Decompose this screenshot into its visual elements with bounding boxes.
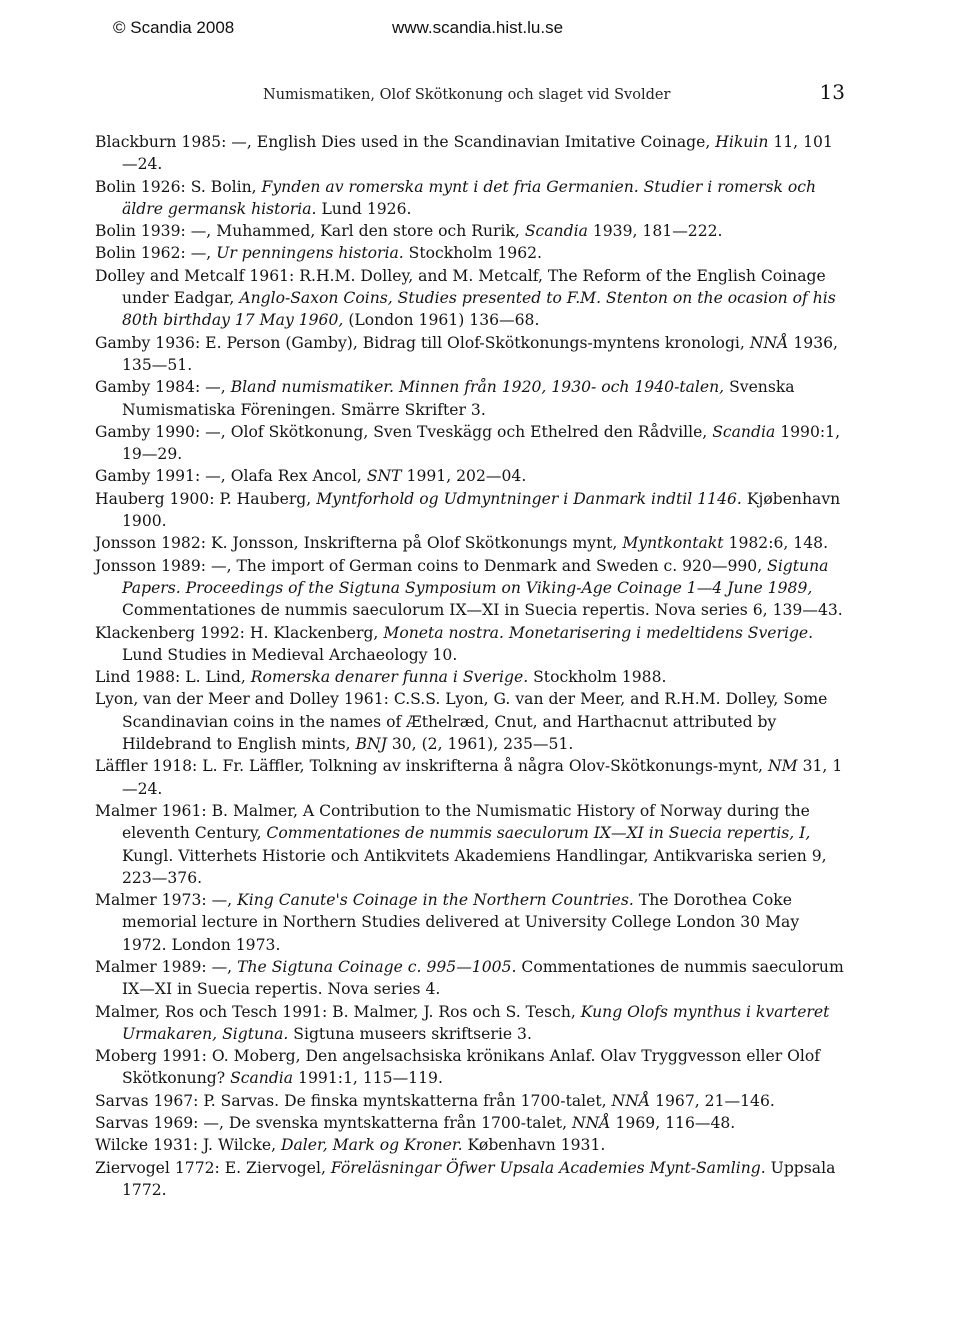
reference-text-segment: Läffler 1918: L. Fr. Läffler, Tolkning av inskrifterna å några Olov-Skötkonungs-mynt, — [95, 757, 768, 776]
reference-entry — [95, 376, 845, 421]
reference-italic-segment: Fynden av romerska mynt i det fria Germanien. Studier i romersk och äldre germansk historia. — [122, 177, 817, 218]
reference-entry — [95, 265, 845, 332]
reference-italic-segment: NNÅ — [611, 1091, 651, 1110]
reference-italic-segment: Myntkontakt — [622, 534, 724, 553]
reference-entry — [95, 800, 845, 889]
reference-entry — [95, 242, 845, 264]
reference-text-segment: 1991, 202—04. — [401, 467, 527, 486]
reference-text-segment: Malmer, Ros och Tesch 1991: B. Malmer, J. Ros och S. Tesch, — [95, 1002, 581, 1021]
reference-text-segment: 1982:6, 148. — [723, 534, 829, 553]
reference-entry — [95, 488, 845, 533]
reference-text-segment: Commentationes de nummis saeculorum IX—XI in Suecia repertis. Nova series 4. — [122, 957, 844, 999]
reference-text-segment: Lind 1988: L. Lind, — [95, 668, 251, 687]
reference-text-segment: Jonsson 1989: —, The import of German coins to Denmark and Sweden c. 920—990, — [95, 556, 768, 575]
reference-text-segment: 1967, 21—146. — [650, 1091, 775, 1110]
reference-italic-segment: The Sigtuna Coinage c. 995—1005. — [237, 957, 517, 976]
reference-text-segment: 1939, 181—222. — [587, 222, 723, 241]
reference-italic-segment: Daler, Mark og Kroner. — [281, 1136, 463, 1155]
reference-text-segment: Dolley and Metcalf 1961: R.H.M. Dolley, and M. Metcalf, The Reform of the English Coinage under Eadgar, — [95, 266, 826, 308]
reference-text-segment: 30, (2, 1961), 235—51. — [386, 735, 574, 754]
reference-text-segment: Lund Studies in Medieval Archaeology 10. — [122, 645, 458, 664]
reference-entry — [95, 220, 845, 242]
reference-entry — [95, 332, 845, 377]
reference-italic-segment: Moneta nostra. Monetarisering i medeltidens Sverige. — [383, 623, 814, 642]
reference-italic-segment: Föreläsningar Öfwer Upsala Academies Mynt-Samling. — [330, 1158, 766, 1177]
reference-text-segment: Gamby 1936: E. Person (Gamby), Bidrag till Olof-Skötkonungs-myntens kronologi, — [95, 333, 750, 352]
reference-italic-segment: Scandia — [712, 422, 776, 441]
reference-italic-segment: Scandia — [230, 1069, 294, 1088]
reference-text-segment: Blackburn 1985: —, English Dies used in the Scandinavian Imitative Coinage, — [95, 133, 716, 151]
reference-italic-segment: NNÅ — [749, 333, 789, 352]
page-number: 13 — [819, 80, 845, 104]
reference-text-segment: 1969, 116—48. — [610, 1114, 736, 1133]
reference-entry — [95, 555, 845, 622]
site-link[interactable]: www.scandia.hist.lu.se — [392, 18, 564, 37]
reference-text-segment: Sarvas 1967: P. Sarvas. De finska myntskatterna från 1700-talet, — [95, 1091, 612, 1110]
reference-italic-segment: Bland numismatiker. Minnen från 1920, 1930- och 1940-talen, — [230, 378, 725, 397]
reference-entry — [95, 1001, 845, 1046]
copyright-notice: © Scandia 2008 — [113, 18, 235, 37]
reference-text-segment: Kjøbenhavn 1900. — [122, 489, 841, 531]
reference-italic-segment: King Canute's Coinage in the Northern Countries. — [237, 891, 634, 910]
reference-text-segment: Malmer 1961: B. Malmer, A Contribution to the Numismatic History of Norway during the eleventh Century, — [95, 801, 810, 843]
reference-text-segment: Malmer 1989: —, — [95, 957, 238, 976]
reference-entry — [95, 688, 845, 755]
reference-entry — [95, 131, 845, 176]
reference-text-segment: 1936, 135—51. — [122, 333, 839, 374]
reference-entry — [95, 1157, 845, 1202]
reference-italic-segment: Commentationes de nummis saeculorum IX—XI in Suecia repertis, I, — [266, 824, 811, 843]
reference-text-segment: Gamby 1984: —, — [95, 378, 231, 397]
reference-text-segment: (London 1961) 136—68. — [343, 311, 540, 330]
reference-text-segment: Klackenberg 1992: H. Klackenberg, — [95, 623, 384, 642]
reference-text-segment: Sarvas 1969: —, De svenska myntskatterna från 1700-talet, — [95, 1114, 572, 1133]
reference-text-segment: Bolin 1939: —, Muhammed, Karl den store och Rurik, — [95, 222, 525, 241]
reference-italic-segment: Sigtuna Papers. Proceedings of the Sigtuna Symposium on Viking-Age Coinage 1—4 June 1989, — [122, 556, 829, 597]
reference-text-segment: Uppsala 1772. — [122, 1158, 836, 1199]
reference-text-segment: Gamby 1991: —, Olafa Rex Ancol, — [95, 467, 367, 486]
reference-text-segment: 1990:1, 19—29. — [122, 422, 841, 464]
reference-text-segment: Wilcke 1931: J. Wilcke, — [95, 1136, 281, 1155]
reference-text-segment: 11, 101—24. — [122, 133, 833, 174]
top-bar — [0, 14, 960, 44]
running-head — [95, 80, 845, 110]
reference-italic-segment: Myntforhold og Udmyntninger i Danmark indtil 1146. — [316, 489, 742, 508]
reference-text-segment: Kungl. Vitterhets Historie och Antikvitets Akademiens Handlingar, Antikvariska serien 9, 223—376. — [122, 846, 827, 887]
reference-entry — [95, 755, 845, 800]
reference-italic-segment: Scandia — [524, 222, 588, 241]
reference-text-segment: Gamby 1990: —, Olof Skötkonung, Sven Tveskägg och Ethelred den Rådville, — [95, 422, 713, 441]
reference-text-segment: Malmer 1973: —, — [95, 891, 238, 910]
reference-text-segment: Stockholm 1988. — [528, 668, 667, 687]
reference-text-segment: Hauberg 1900: P. Hauberg, — [95, 489, 317, 508]
reference-italic-segment: Hikuin — [715, 133, 769, 151]
reference-text-segment: Moberg 1991: O. Moberg, Den angelsachsiska krönikans Anlaf. Olav Tryggvesson eller Olof Skötkonung? — [95, 1047, 821, 1088]
reference-italic-segment: SNT — [366, 467, 402, 486]
reference-italic-segment: Ur penningens historia. — [216, 244, 404, 263]
reference-italic-segment: BNJ — [355, 735, 387, 754]
reference-italic-segment: Kung Olofs mynthus i kvarteret Urmakaren, Sigtuna. — [122, 1002, 830, 1043]
reference-list — [95, 131, 845, 1201]
reference-entry — [95, 176, 845, 221]
reference-text-segment: Stockholm 1962. — [403, 244, 542, 263]
reference-text-segment: Jonsson 1982: K. Jonsson, Inskrifterna på Olof Skötkonungs mynt, — [95, 534, 623, 553]
reference-entry — [95, 1134, 845, 1156]
reference-entry — [95, 1112, 845, 1134]
running-head-title: Numismatiken, Olof Skötkonung och slaget vid Svolder — [263, 87, 671, 103]
reference-text-segment: Bolin 1962: —, — [95, 244, 217, 263]
reference-entry — [95, 622, 845, 667]
reference-entry — [95, 532, 845, 554]
reference-entry — [95, 1045, 845, 1090]
reference-text-segment: Commentationes de nummis saeculorum IX—XI in Suecia repertis. Nova series 6, 139—43. — [122, 601, 843, 620]
reference-entry — [95, 956, 845, 1001]
reference-text-segment: Ziervogel 1772: E. Ziervogel, — [95, 1158, 331, 1177]
reference-text-segment: København 1931. — [462, 1136, 606, 1155]
reference-italic-segment: NNÅ — [571, 1114, 611, 1133]
reference-text-segment: Svenska Numismatiska Föreningen. Smärre Skrifter 3. — [122, 378, 795, 419]
reference-entry — [95, 465, 845, 487]
reference-italic-segment: Romerska denarer funna i Sverige. — [250, 668, 529, 687]
reference-text-segment: Lyon, van der Meer and Dolley 1961: C.S.S. Lyon, G. van der Meer, and R.H.M. Dolley, Some Scandinavian coins in the names of Æthelræd, Cnut, and Harthacnut attributed by Hildebrand to English mints, — [95, 690, 828, 754]
reference-text-segment: 31, 1—24. — [122, 757, 843, 798]
reference-text-segment: The Dorothea Coke memorial lecture in Northern Studies delivered at University College London 30 May 1972. London 1973. — [122, 891, 800, 954]
reference-text-segment: Lund 1926. — [316, 199, 412, 218]
reference-entry — [95, 889, 845, 956]
reference-entry — [95, 666, 845, 688]
reference-text-segment: Sigtuna museers skriftserie 3. — [288, 1024, 532, 1043]
reference-entry — [95, 1090, 845, 1112]
reference-text-segment: Bolin 1926: S. Bolin, — [95, 177, 262, 196]
reference-text-segment: 1991:1, 115—119. — [293, 1069, 443, 1088]
reference-italic-segment: NM — [767, 757, 798, 776]
reference-entry — [95, 421, 845, 466]
reference-italic-segment: Anglo-Saxon Coins, Studies presented to F.M. Stenton on the ocasion of his 80th birthday 17 May 1960, — [122, 289, 836, 330]
